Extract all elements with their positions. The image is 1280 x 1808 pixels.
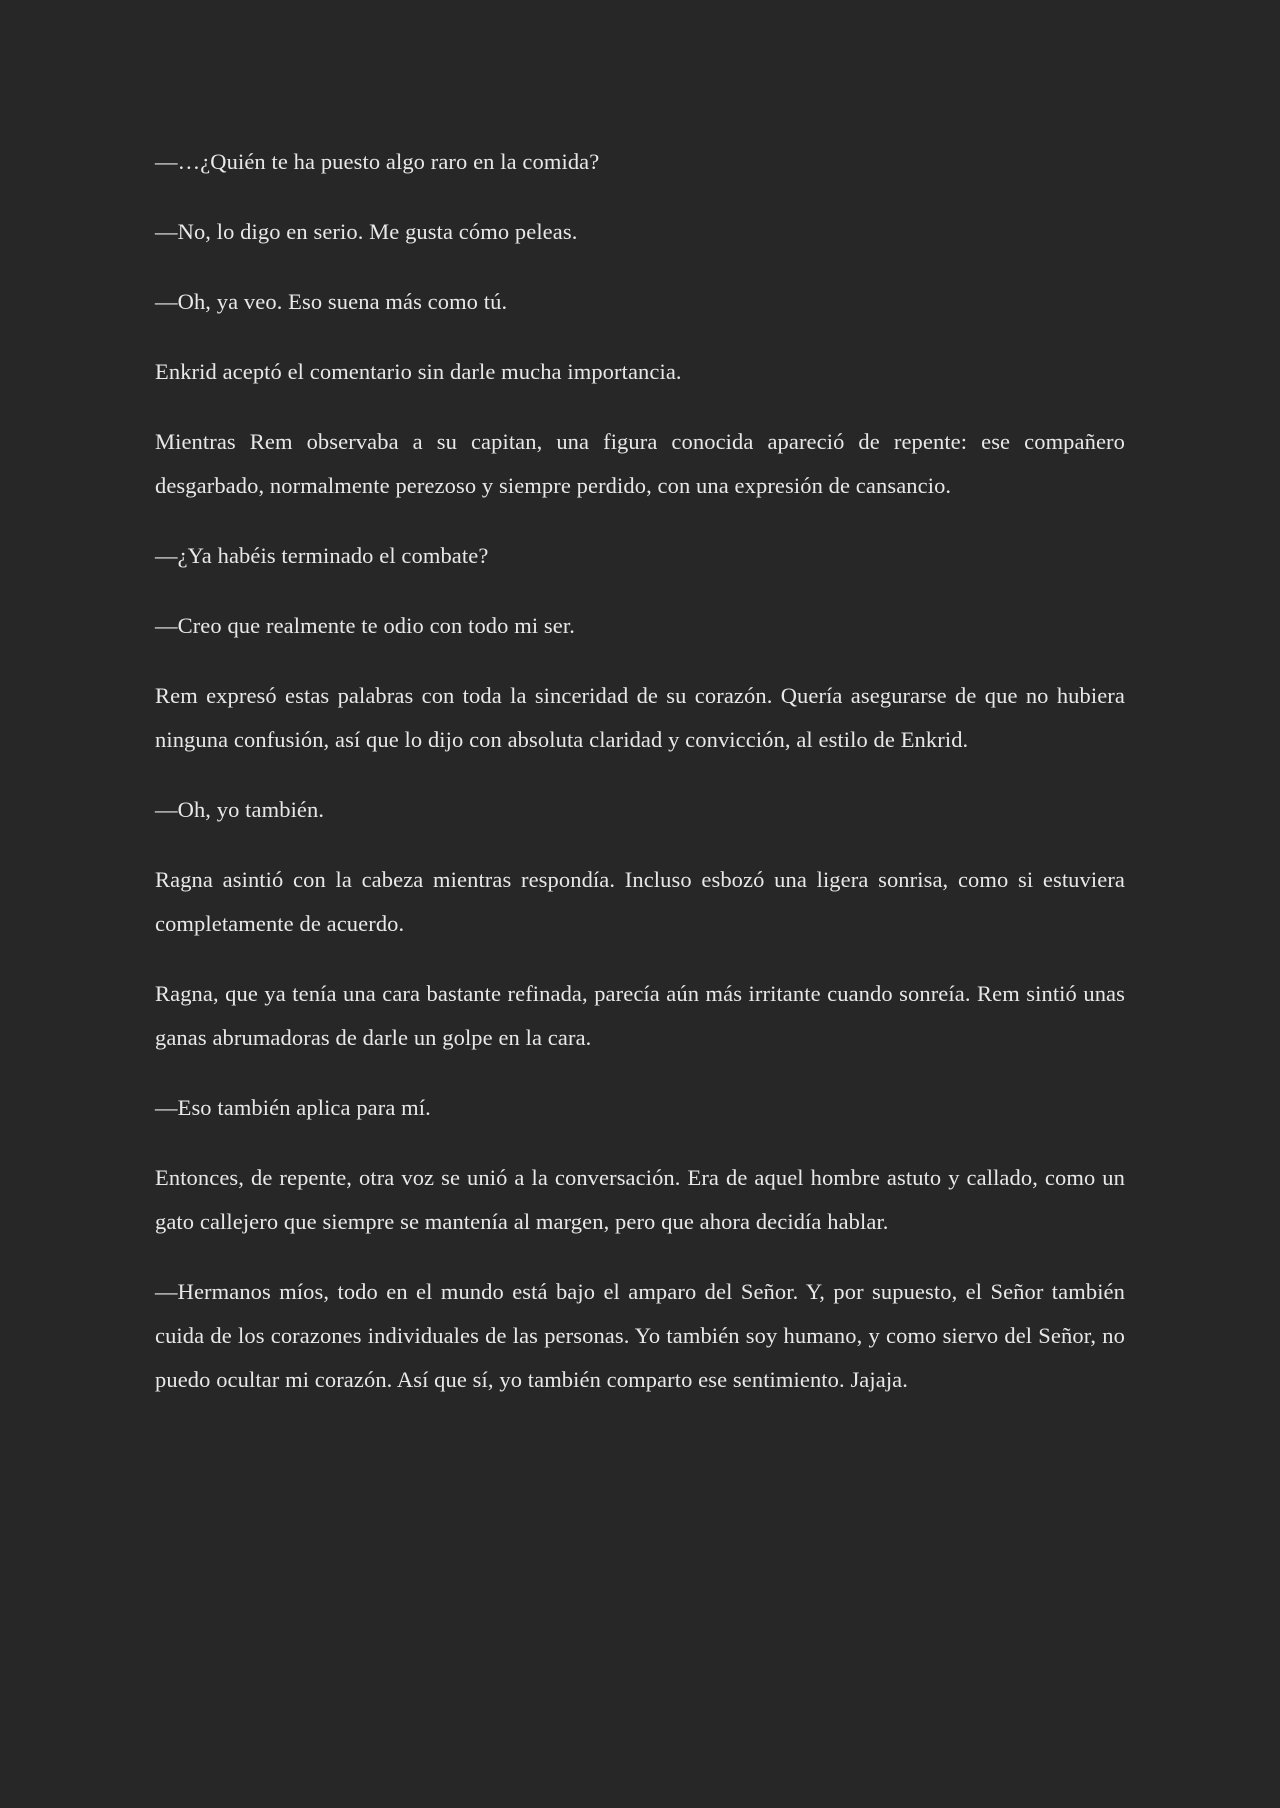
paragraph-narration: Rem expresó estas palabras con toda la sinceridad de su corazón. Quería asegurarse de que no hubiera ninguna confusión, así que lo dijo con absoluta claridad y convicción, al estilo de Enkrid. <box>155 683 1125 752</box>
paragraph-narration: Ragna, que ya tenía una cara bastante refinada, parecía aún más irritante cuando sonreía. Rem sintió unas ganas abrumadoras de darle un golpe en la cara. <box>155 981 1125 1050</box>
paragraph-narration: Enkrid aceptó el comentario sin darle mucha importancia. <box>155 359 682 384</box>
paragraph-dialogue: —Eso también aplica para mí. <box>155 1095 431 1120</box>
paragraph-dialogue: —Oh, ya veo. Eso suena más como tú. <box>155 289 508 314</box>
paragraph-dialogue: —No, lo digo en serio. Me gusta cómo peleas. <box>155 219 578 244</box>
paragraph-narration: Entonces, de repente, otra voz se unió a la conversación. Era de aquel hombre astuto y callado, como un gato callejero que siempre se mantenía al margen, pero que ahora decidía hablar. <box>155 1165 1125 1234</box>
text-column <box>155 140 1125 1402</box>
paragraph-dialogue: —…¿Quién te ha puesto algo raro en la comida? <box>155 149 600 174</box>
paragraph-dialogue: —Hermanos míos, todo en el mundo está bajo el amparo del Señor. Y, por supuesto, el Señor también cuida de los corazones individuales de las personas. Yo también soy humano, y como siervo del Señor, no puedo ocultar mi corazón. Así que sí, yo también comparto ese sentimiento. Jajaja. <box>155 1279 1125 1392</box>
paragraph-dialogue: —Creo que realmente te odio con todo mi ser. <box>155 613 575 638</box>
paragraph-narration: Mientras Rem observaba a su capitan, una figura conocida apareció de repente: ese compañero desgarbado, normalmente perezoso y siempre perdido, con una expresión de cansancio. <box>155 429 1125 498</box>
paragraph-narration: Ragna asintió con la cabeza mientras respondía. Incluso esbozó una ligera sonrisa, como si estuviera completamente de acuerdo. <box>155 867 1125 936</box>
paragraph-dialogue: —Oh, yo también. <box>155 797 325 822</box>
paragraph-dialogue: —¿Ya habéis terminado el combate? <box>155 543 489 568</box>
